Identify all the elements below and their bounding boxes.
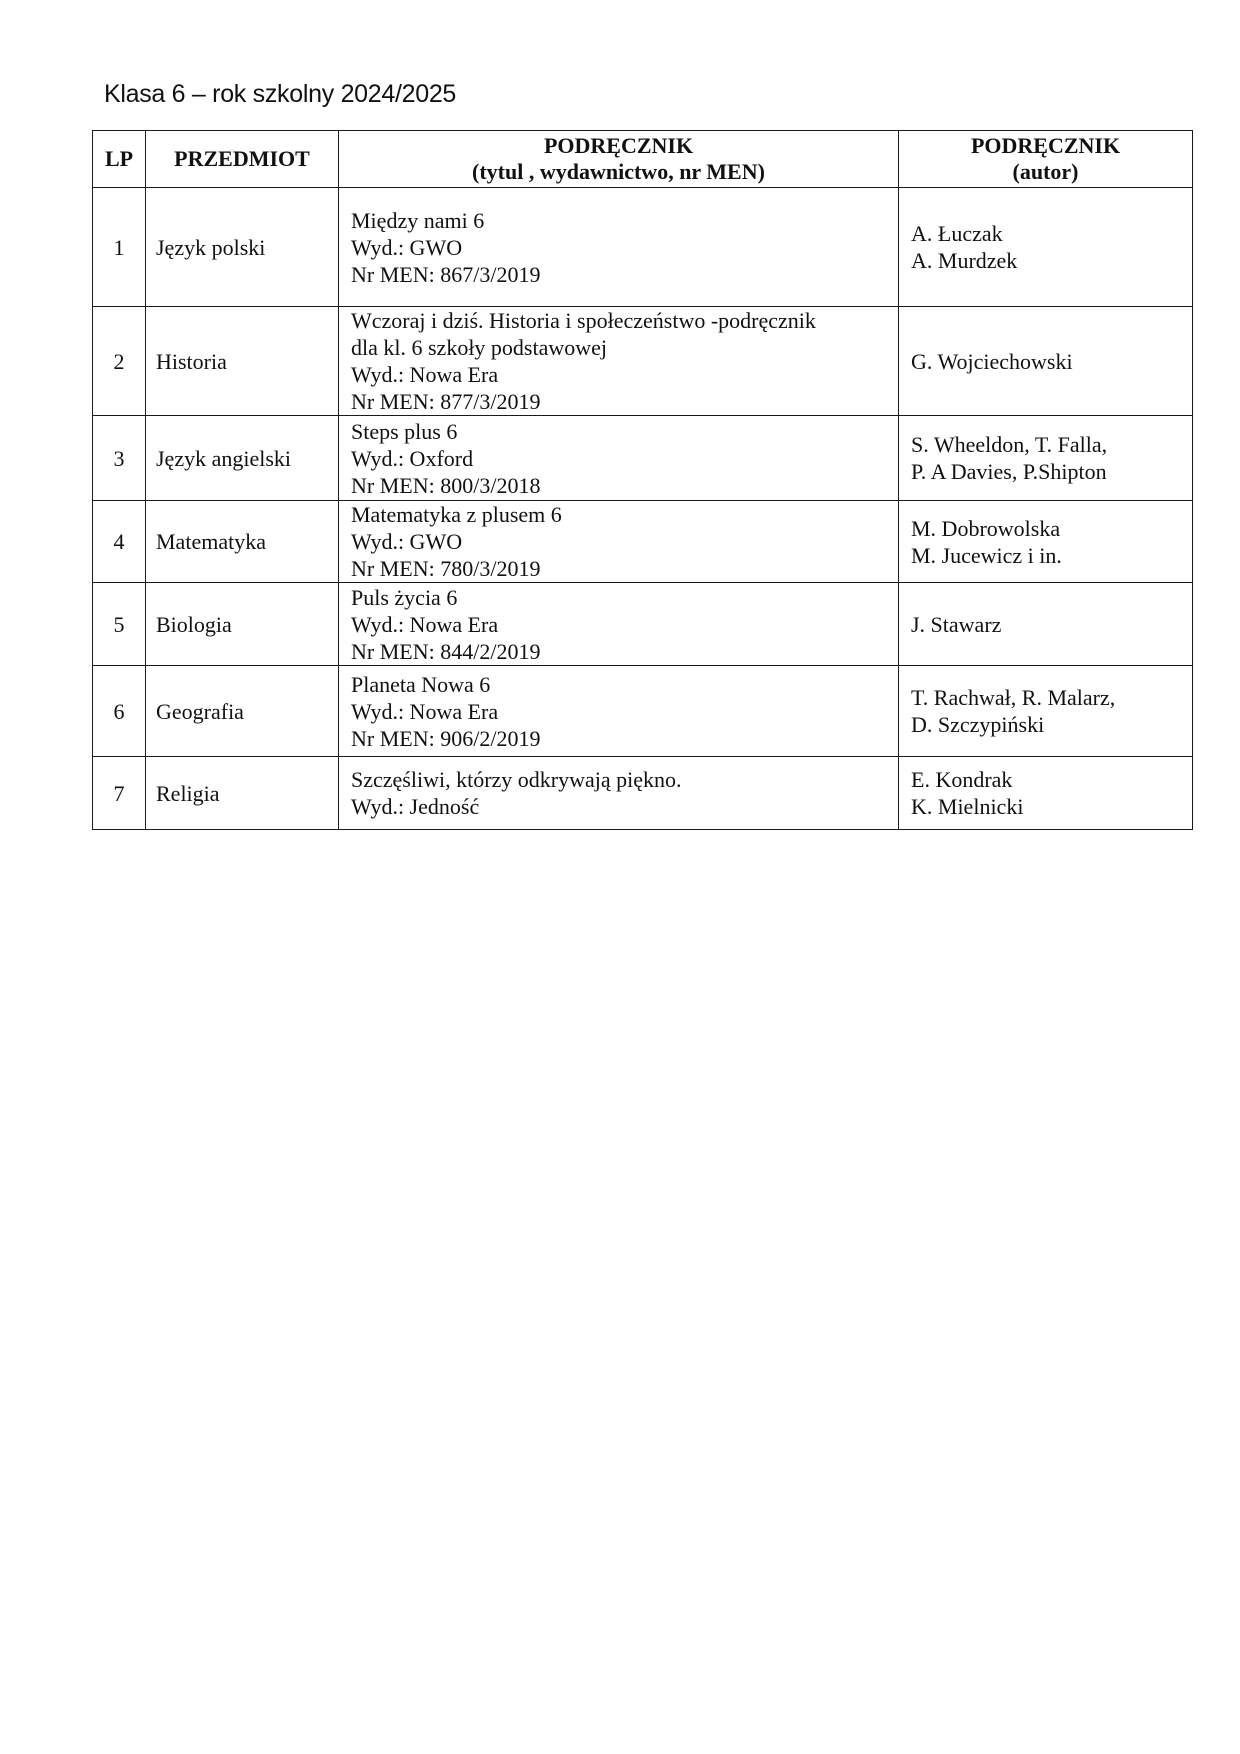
row-subject: Język polski [146,188,339,307]
row-subject: Biologia [146,583,339,666]
book-line: Wyd.: Nowa Era [351,611,499,637]
row-lp: 1 [93,188,146,307]
header-book-subtitle: (tytul , wydawnictwo, nr MEN) [472,159,765,184]
row-subject: Język angielski [146,416,339,501]
table-row [93,188,1193,307]
author-line: A. Murdzek [911,248,1018,273]
row-authors [899,307,1193,416]
row-book [339,666,899,757]
book-line: Nr MEN: 844/2/2019 [351,638,541,664]
row-lp: 4 [93,501,146,583]
row-book [339,188,899,307]
row-authors [899,188,1193,307]
row-lp: 6 [93,666,146,757]
book-line: dla kl. 6 szkoły podstawowej [351,335,608,360]
book-line: Wyd.: Oxford [351,445,474,471]
book-line: Planeta Nowa 6 [351,671,491,697]
row-book [339,416,899,501]
author-line: M. Dobrowolska [911,515,1061,541]
table-row [93,583,1193,666]
author-line: T. Rachwał, R. Malarz, [911,685,1116,710]
row-authors [899,757,1193,830]
author-line: A. Łuczak [911,221,1003,246]
row-authors [899,583,1193,666]
book-line: Wyd.: GWO [351,529,463,554]
author-line: M. Jucewicz i in. [911,542,1062,568]
table-row [93,757,1193,830]
book-line: Nr MEN: 906/2/2019 [351,725,541,751]
row-lp: 5 [93,583,146,666]
row-subject: Matematyka [146,501,339,583]
book-line: Wyd.: Nowa Era [351,362,499,387]
row-authors [899,666,1193,757]
header-author-title: PODRĘCZNIK [970,133,1121,158]
book-line: Szczęśliwi, którzy odkrywają piękno. [351,767,682,792]
book-line: Puls życia 6 [351,584,458,610]
table-row [93,307,1193,416]
book-line: Wyd.: GWO [351,234,463,260]
row-authors [899,416,1193,501]
book-line: Nr MEN: 877/3/2019 [351,389,541,414]
header-author-subtitle: (autor) [1012,159,1079,184]
author-line: P. A Davies, P.Shipton [911,459,1107,484]
book-line: Nr MEN: 780/3/2019 [351,556,541,581]
row-subject: Historia [146,307,339,416]
book-line: Nr MEN: 867/3/2019 [351,261,541,287]
row-book [339,583,899,666]
book-line: Nr MEN: 800/3/2018 [351,472,541,498]
book-line: Steps plus 6 [351,418,458,444]
author-line: S. Wheeldon, T. Falla, [911,432,1108,457]
author-line: G. Wojciechowski [911,348,1073,374]
header-subject: PRZEDMIOT [146,131,339,188]
row-book [339,757,899,830]
row-authors [899,501,1193,583]
header-lp: LP [93,131,146,188]
page-title: Klasa 6 – rok szkolny 2024/2025 [104,80,457,108]
row-book [339,501,899,583]
book-line: Wyd.: Jedność [351,794,480,819]
row-lp: 7 [93,757,146,830]
row-lp: 3 [93,416,146,501]
textbook-table [92,130,1193,830]
author-line: E. Kondrak [911,767,1013,792]
book-line: Wczoraj i dziś. Historia i społeczeństwo -podręcznik [351,308,816,333]
row-subject: Religia [146,757,339,830]
header-book-title: PODRĘCZNIK [543,133,694,158]
row-subject: Geografia [146,666,339,757]
table-row [93,501,1193,583]
row-book [339,307,899,416]
table-row [93,416,1193,501]
author-line: K. Mielnicki [911,794,1024,819]
author-line: J. Stawarz [911,611,1002,637]
book-line: Wyd.: Nowa Era [351,698,499,724]
author-line: D. Szczypiński [911,712,1045,737]
table-row [93,666,1193,757]
table-header-row [93,131,1193,188]
header-author [899,131,1193,188]
header-book [339,131,899,188]
row-lp: 2 [93,307,146,416]
book-line: Matematyka z plusem 6 [351,502,562,527]
book-line: Między nami 6 [351,207,485,233]
